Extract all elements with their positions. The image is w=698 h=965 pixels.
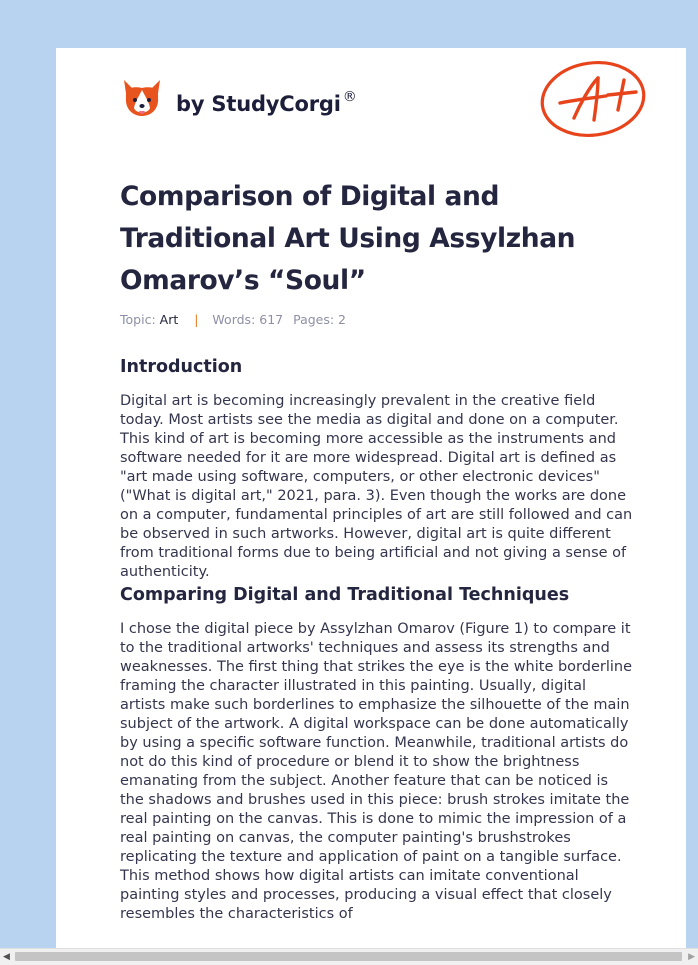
document-meta: [120, 312, 346, 327]
grade-badge-text: A+: [538, 58, 540, 59]
word-count: Words: 617: [212, 312, 284, 327]
section-heading-comparing: Comparing Digital and Traditional Techniques: [120, 585, 570, 605]
topic-link[interactable]: Art: [159, 312, 179, 327]
registered-mark: ®: [342, 89, 357, 105]
section-paragraph-comparing: I chose the digital piece by Assylzhan Omarov (Figure 1) to compare it to the traditional artworks' techniques and assess its strengths and weaknesses. The first thing that strikes the eye is the white borderline framing the character illustrated in this painting. Usually, digital artists make such borderlines to emphasize the silhouette of the main subject of the artwork. A digital workspace can be done automatically by using a specific software function. Meanwhile, traditional artists do not do this kind of procedure or blend it to show the brightness emanating from the subject. Another feature that can be noticed is the shadows and brushes used in this piece: brush strokes imitate the real painting on the canvas. This is done to mimic the impression of a real painting on canvas, the computer painting's brushstrokes replicating the texture and application of paint on a tangible surface. This method shows how digital artists can imitate conventional painting styles and processes, producing a visual effect that closely resembles the characteristics of: [120, 621, 633, 922]
page-count: Pages: 2: [293, 312, 347, 327]
topic-label: Topic:: [120, 312, 156, 327]
brand-header[interactable]: [122, 76, 357, 122]
scroll-left-icon[interactable]: ◀: [3, 952, 10, 962]
document-body: [120, 355, 634, 924]
scrollbar-thumb[interactable]: [15, 952, 682, 961]
corgi-logo-icon: [122, 76, 162, 122]
document-title: Comparison of Digital and Traditional Art Using Assylzhan Omarov’s “Soul”: [120, 181, 576, 296]
grade-badge-icon: [538, 58, 648, 140]
section-heading-introduction: Introduction: [120, 357, 243, 377]
scroll-right-icon[interactable]: ▶: [688, 952, 695, 962]
brand-name: by StudyCorgi ®: [176, 89, 357, 116]
section-paragraph-introduction: Digital art is becoming increasingly prevalent in the creative field today. Most artists see the media as digital and done on a computer. This kind of art is becoming more accessible as the instruments and software needed for it are more widespread. Digital art is defined as "art made using software, computers, or other electronic devices" ("What is digital art," 2021, para. 3). Even though the works are done on a computer, fundamental principles of art are still followed and can be observed in such artworks. However, digital art is quite different from traditional forms due to being artificial and not giving a sense of authenticity.: [120, 393, 633, 580]
document-page: [56, 48, 686, 964]
meta-separator: |: [194, 312, 199, 327]
horizontal-scrollbar[interactable]: [0, 948, 698, 965]
